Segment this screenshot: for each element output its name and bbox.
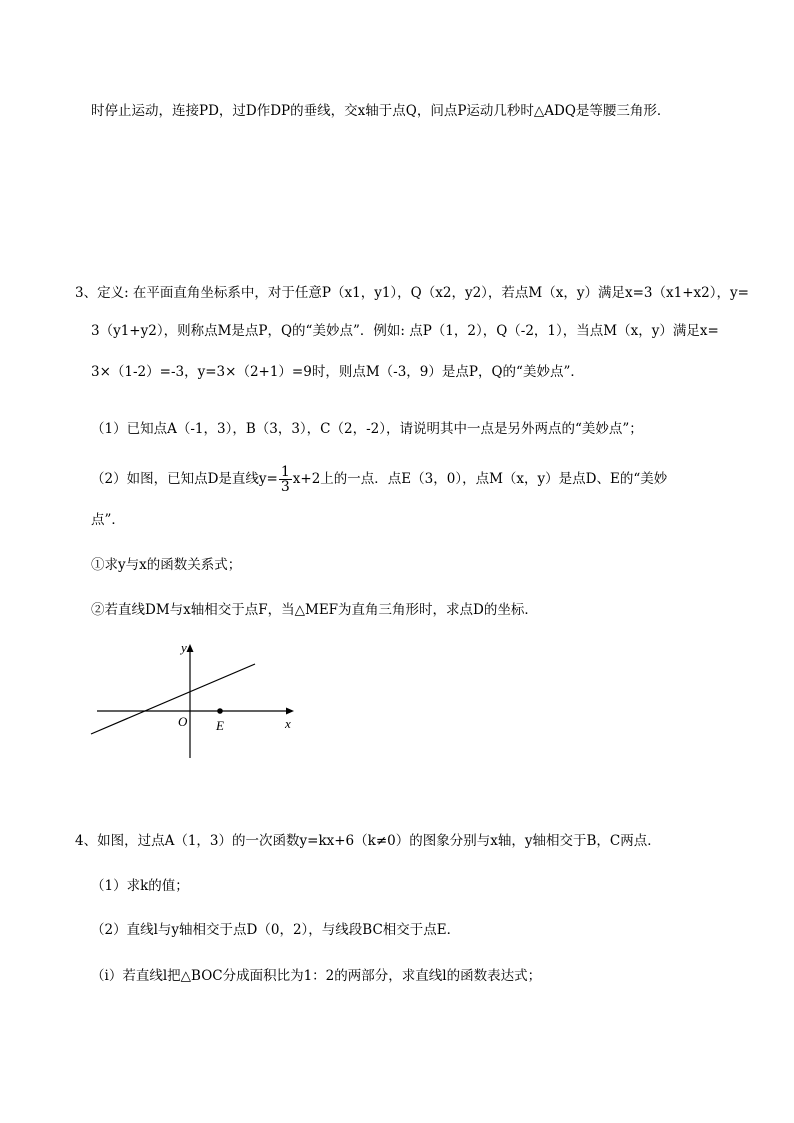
intro-line: 时停止运动，连接PD，过D作DP的垂线，交x轴于点Q，问点P运动几秒时△ADQ是等腰三角形． [91,103,671,119]
q3-part-2-cont: 点”． [91,512,125,528]
q3-part-2 [91,465,667,494]
q3-line-1: 3、定义: 在平面直角坐标系中，对于任意P（x1，y1），Q（x2，y2），若点M（x，y）满足x=3（x1+x2），y= [75,285,749,301]
q4-line-1: 4、如图，过点A（1，3）的一次函数y=kx+6（k≠0）的图象分别与x轴，y轴相交于B，C两点． [75,833,661,849]
point-e-label: E [216,718,224,733]
fraction-denominator: 3 [280,479,290,495]
q4-part-2: （2）直线l与y轴相交于点D（0，2），与线段BC相交于点E． [91,922,461,938]
q4-part-2-i: （i）若直线l把△BOC分成面积比为1：2的两部分，求直线l的函数表达式； [91,968,542,984]
q3-part-2-after: x+2上的一点．点E（3，0），点M（x，y）是点D、E的“美妙 [292,471,668,487]
q4-part-1: （1）求k的值； [91,878,189,894]
q3-part-2-before: （2）如图，已知点D是直线y= [91,471,278,487]
slope-fraction [279,465,292,494]
y-axis-label: y [181,640,187,655]
q3-part-1: （1）已知点A（-1，3），B（3，3），C（2，-2），请说明其中一点是另外两点的“美妙点”； [91,421,643,437]
fraction-numerator: 1 [280,464,290,480]
coordinate-figure [85,636,305,761]
q3-line-3: 3×（1-2）=-3，y=3×（2+1）=9时，则点M（-3，9）是点P，Q的“美妙点”． [91,364,584,380]
q3-sub-2: ②若直线DM与x轴相交于点F，当△MEF为直角三角形时，求点D的坐标． [91,602,538,618]
x-axis-label: x [285,716,291,731]
line-y-equals-third-x-plus-2 [91,664,255,734]
q3-sub-1: ①求y与x的函数关系式； [91,557,242,573]
point-e-dot [217,708,223,714]
q3-line-2: 3（y1+y2），则称点M是点P，Q的“美妙点”．例如: 点P（1，2），Q（-2，1），当点M（x，y）满足x= [91,323,719,339]
origin-label: O [178,714,188,729]
y-axis-arrow [187,644,194,652]
x-axis-arrow [286,708,294,715]
